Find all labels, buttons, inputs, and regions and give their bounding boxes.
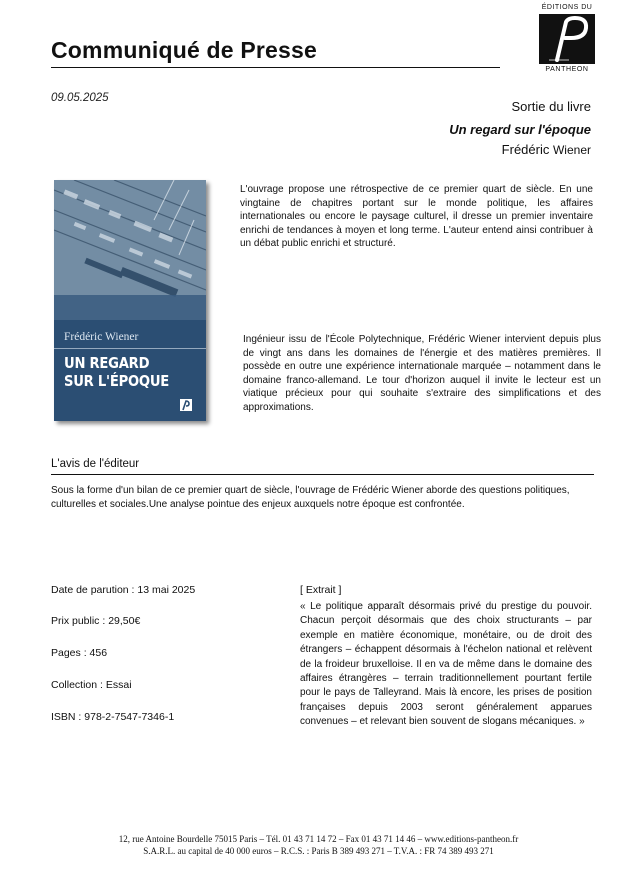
meta-pages [51,647,107,659]
book-cover [54,180,206,421]
cover-author: Frédéric Wiener [64,331,139,343]
meta-prix [51,615,140,627]
title-divider [51,67,500,68]
avis-divider [51,474,594,475]
cover-title-line2: SUR L'ÉPOQUE [64,372,170,390]
cover-publisher-icon [180,399,192,411]
author-name [502,142,591,157]
publisher-logo-icon [539,14,595,64]
meta-parution-value: 13 mai 2025 [137,584,196,596]
author-last-name: Wiener [552,143,591,157]
meta-parution [51,584,195,596]
book-title: Un regard sur l'époque [449,122,591,137]
meta-isbn [51,711,174,723]
meta-collection-label: Collection : [51,679,103,691]
extrait-heading: [ Extrait ] [300,584,342,596]
meta-collection-value: Essai [105,679,132,691]
publisher-logo-top-text: ÉDITIONS DU [541,4,593,11]
meta-prix-label: Prix public : [51,615,106,627]
cover-divider [54,348,206,349]
summary-paragraph: L'ouvrage propose une rétrospective de ce premier quart de siècle. En une vingtaine de chapitres portant sur le monde politique, les affaires internationales ou encore le paysage culturel, il dresse un premier inventaire enrichi de tendances à moyen et long terme. L'auteur entend ainsi contribuer à un débat public enrichi et structuré. [240,184,593,250]
meta-isbn-value: 978-2-7547-7346-1 [84,711,175,723]
release-label: Sortie du livre [511,99,591,114]
author-bio-paragraph: Ingénieur issu de l'École Polytechnique, Frédéric Wiener intervient depuis plus de vingt ans dans les domaines de l'énergie et des matières premières. Il possède en outre une expérience internationale marquée – notamment dans le domaine franco-allemand. Le tour d'horizon auquel il invite le lecteur est un viatique précieux pour qui souhaite s'extraire des simplifications et des approximations. [243,334,601,413]
cover-title [64,354,169,390]
meta-pages-label: Pages : [51,647,87,659]
cover-title-line1: UN REGARD [64,354,150,372]
meta-prix-value: 29,50€ [108,615,141,627]
meta-collection [51,679,132,691]
page-title: Communiqué de Presse [51,37,318,63]
cover-photo-port [54,180,206,320]
meta-isbn-label: ISBN : [51,711,82,723]
meta-pages-value: 456 [89,647,108,659]
meta-parution-label: Date de parution : [51,584,135,596]
avis-heading: L'avis de l'éditeur [51,458,140,470]
author-first-name: Frédéric [501,142,550,157]
press-date: 09.05.2025 [51,92,109,104]
publisher-logo-bottom-text: PANTHEON [545,66,589,73]
extrait-text: « Le politique apparaît désormais privé du prestige du pouvoir. Chacun perçoit désormais que des choix structurants – par exemple en matière économique, monétaire, ou de droit des étrangers – échappent désormais à l'échelon national et relèvent de la froideur bruxelloise. Il en va de même dans le domaine des affaires étrangères – terrain traditionnellement pourtant fertile pour le pays de Talleyrand. Mais là encore, les prises de position françaises depuis 2003 seront généralement apparues convenues – et relevant bien souvent de slogans mécaniques. » [300,601,592,728]
footer-address: 12, rue Antoine Bourdelle 75015 Paris – Tél. 01 43 71 14 72 – Fax 01 43 71 14 46 – www.editions-pantheon.fr [118,834,519,844]
footer-legal: S.A.R.L. au capital de 40 000 euros – R.C.S. : Paris B 389 493 271 – T.V.A. : FR 74 389 493 271 [143,846,494,856]
avis-text: Sous la forme d'un bilan de ce premier quart de siècle, l'ouvrage de Frédéric Wiener aborde des questions politiques, culturelles et sociales.Une analyse pointue des enjeux auxquels notre époque est confrontée. [51,485,570,510]
